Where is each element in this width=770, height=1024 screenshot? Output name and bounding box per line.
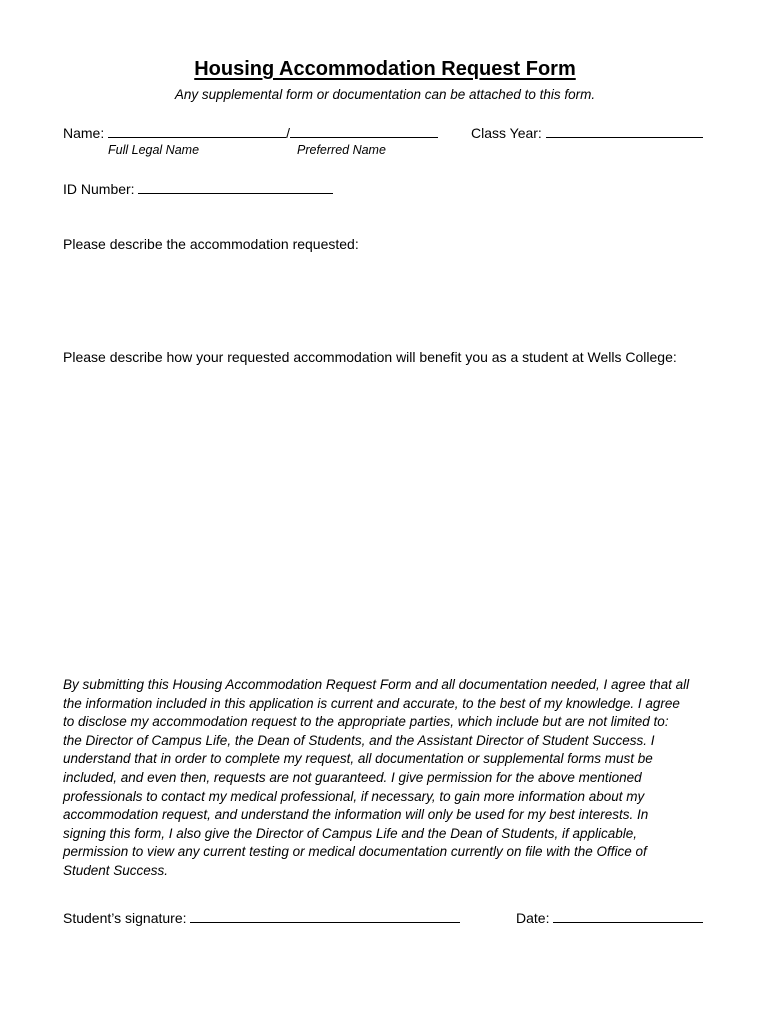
id-number-field[interactable]	[138, 179, 333, 194]
form-title-text: Housing Accommodation Request Form	[194, 58, 576, 80]
preferred-name-hint: Preferred Name	[297, 143, 386, 157]
agreement-line: understand that in order to complete my request, all documentation or supplemental forms must be	[63, 751, 653, 767]
full-legal-name-field[interactable]	[108, 123, 286, 138]
name-row	[63, 123, 438, 141]
form-title	[0, 58, 770, 81]
agreement-line: signing this form, I also give the Director of Campus Life and the Dean of Students, if applicable,	[63, 825, 638, 841]
date-field[interactable]	[553, 908, 703, 923]
signature-label: Student’s signature:	[63, 910, 187, 926]
agreement-line: to disclose my accommodation request to the appropriate parties, which include but are not limited to:	[63, 714, 669, 730]
agreement-line: professionals to contact my medical professional, if necessary, to gain more information about my	[63, 788, 645, 804]
benefit-area[interactable]	[63, 372, 703, 662]
agreement-line: permission to view any current testing or medical documentation currently on file with the Office of	[63, 844, 647, 860]
agreement-line: accommodation request, and understand the information will only be used for my best interests. In	[63, 807, 649, 823]
date-row	[516, 908, 703, 926]
id-number-label: ID Number:	[63, 181, 135, 197]
accommodation-requested-area[interactable]	[63, 258, 703, 338]
preferred-name-field[interactable]	[290, 123, 438, 138]
name-label: Name:	[63, 125, 105, 141]
agreement-paragraph	[63, 676, 723, 881]
id-number-row	[63, 179, 333, 197]
class-year-field[interactable]	[546, 123, 703, 138]
form-subtitle: Any supplemental form or documentation can be attached to this form.	[174, 87, 596, 102]
benefit-prompt: Please describe how your requested accommodation will benefit you as a student at Wells College:	[63, 349, 677, 365]
agreement-line: the information included in this application is current and accurate, to the best of my knowledge. I agree	[63, 695, 680, 711]
agreement-line: By submitting this Housing Accommodation Request Form and all documentation needed, I agree that all	[63, 677, 690, 692]
agreement-line: Student Success.	[63, 862, 169, 878]
date-label: Date:	[516, 910, 550, 926]
signature-field[interactable]	[190, 908, 460, 923]
name-separator: /	[286, 125, 291, 141]
agreement-line: the Director of Campus Life, the Dean of Students, and the Assistant Director of Student Success. I	[63, 732, 655, 748]
full-legal-name-hint: Full Legal Name	[108, 143, 200, 157]
class-year-row	[471, 123, 703, 141]
agreement-line: included, and even then, requests are not guaranteed. I give permission for the above mentioned	[63, 769, 642, 785]
signature-row	[63, 908, 460, 926]
class-year-label: Class Year:	[471, 125, 542, 141]
accommodation-requested-prompt: Please describe the accommodation requested:	[63, 236, 359, 252]
